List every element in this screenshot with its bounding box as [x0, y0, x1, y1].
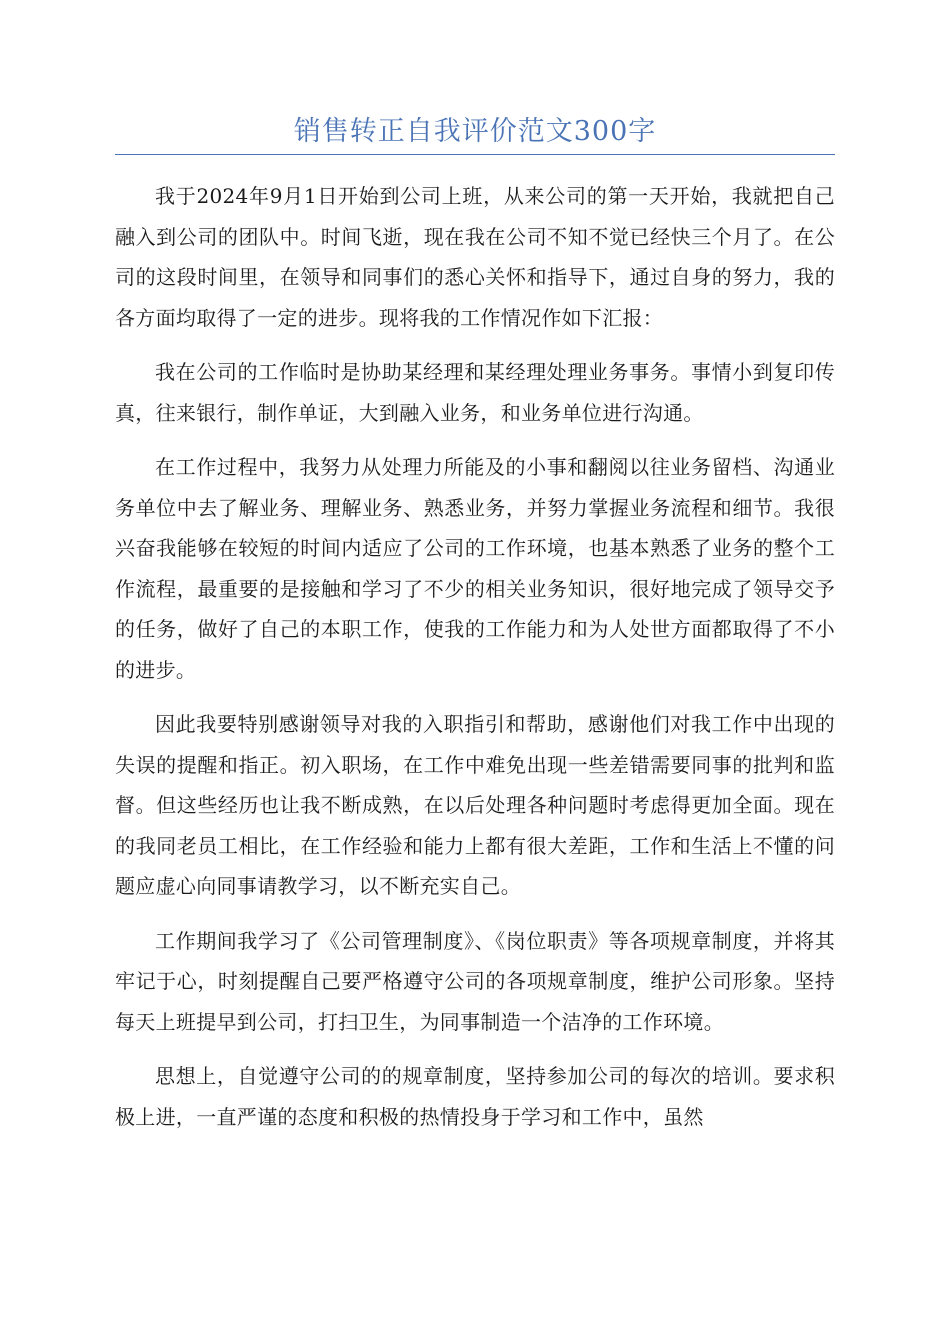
document-body — [115, 176, 835, 1151]
paragraph-rules: 工作期间我学习了《公司管理制度》、《岗位职责》等各项规章制度，并将其牢记于心，时刻提醒自己要严格遵守公司的各项规章制度，维护公司形象。坚持每天上班提早到公司，打扫卫生，为同事制造一个洁净的工作环境。 — [115, 928, 835, 1034]
paragraph-work-process: 在工作过程中，我努力从处理力所能及的小事和翻阅以往业务留档、沟通业务单位中去了解业务、理解业务、熟悉业务，并努力掌握业务流程和细节。我很兴奋我能够在较短的时间内适应了公司的工作环境，也基本熟悉了业务的整个工作流程，最重要的是接触和学习了不少的相关业务知识，很好地完成了领导交予的任务，做好了自己的本职工作，使我的工作能力和为人处世方面都取得了不小的进步。 — [115, 455, 835, 682]
paragraph-intro: 我于2024年9月1日开始到公司上班，从来公司的第一天开始，我就把自己融入到公司的团队中。时间飞逝，现在我在公司不知不觉已经快三个月了。在公司的这段时间里，在领导和同事们的悉心关怀和指导下，通过自身的努力，我的各方面均取得了一定的进步。现将我的工作情况作如下汇报： — [115, 184, 835, 330]
paragraph-gratitude: 因此我要特别感谢领导对我的入职指引和帮助，感谢他们对我工作中出现的失误的提醒和指正。初入职场，在工作中难免出现一些差错需要同事的批判和监督。但这些经历也让我不断成熟，在以后处理各种问题时考虑得更加全面。现在的我同老员工相比，在工作经验和能力上都有很大差距，工作和生活上不懂的问题应虚心向同事请教学习，以不断充实自己。 — [115, 712, 835, 898]
paragraph-attitude: 思想上，自觉遵守公司的的规章制度，坚持参加公司的每次的培训。要求积极上进，一直严谨的态度和积极的热情投身于学习和工作中，虽然 — [115, 1064, 835, 1129]
document-title: 销售转正自我评价范文300字 — [293, 116, 657, 147]
title-underline — [115, 154, 835, 155]
paragraph-duties: 我在公司的工作临时是协助某经理和某经理处理业务事务。事情小到复印传真，往来银行，制作单证，大到融入业务，和业务单位进行沟通。 — [115, 360, 835, 425]
